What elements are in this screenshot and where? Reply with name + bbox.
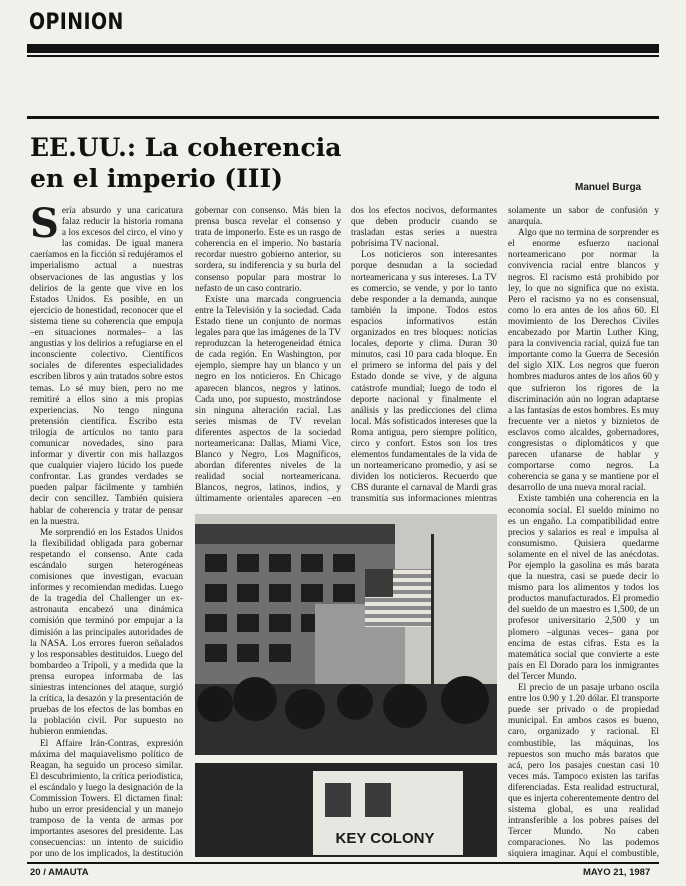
paragraph: El precio de un pasaje urbano oscila entre los 0.90 y 1.20 dólar. El transporte puede ser privado o de propiedad municipal. En ambos casos es bueno, caro, organizado y racional. El combustible, las máquinas, los repuestos son mucho más baratos que acá, pero los pasajes cuestan casi 10 veces más. Tampoco existen las tarifas diferenciadas. Esta realidad estructural, que es injerta coherentemente dentro del sistema global, es una realidad intransferible a los pobres países del Tercer Mundo. No caben comparaciones. No las podemos siquiera imaginar. Aquí el combustible, xyxy=(508,683,659,860)
header-rule-thick xyxy=(27,44,659,53)
photo-divider xyxy=(195,755,497,763)
section-header xyxy=(27,6,659,46)
paragraph: gobernar con consenso. Más bien la prensa busca revelar el consenso y trata de imponerlo. Este es un rasgo de coherencia en el imperio. No bastaría recordar nuestro gobierno anterior, su sordera, su indiferencia y su burla del consenso popular para mostrar lo nefasto de un caso contrario. xyxy=(195,206,341,294)
paragraph: ería absurdo y una caricatura falaz reducir la historia romana a los excesos del circo, el vino y las comidas. De igual manera caeríamos en la ficción si redujéramos el imperialismo actual a nuestras observaciones de las angustias y los delirios de la gente que vive en los Estados Unidos. Es posible, en un ejercicio de honestidad, reconocer que el sistema tiene su coherencia que empuja –en situaciones normales– a las angustias y los delirios a refugiarse en el inconsciente colectivo. Científicos sociales de diferentes especialidades escriben libros y aún tratados sobre estos temas. Lo sé muy bien, pero no me remitiré a ellos sino a mis propias experiencias. No tengo ninguna pretensión científica. Escribo esta trilogía de artículos no tanto para comunicar novedades, sino para informar y divertir con mis hallazgos que cualquier viajero lúcido los puede confrontar. Las grandes verdades se pueden palpar fácilmente y también decir con sencillez. También quisiera hablar de coherencia y tratar de pensar en la nuestra. xyxy=(30,206,183,527)
drop-cap: S xyxy=(30,206,59,247)
article-headline xyxy=(30,132,450,194)
paragraph: Existe también una coherencia en la economía social. El sueldo mínimo no es un engaño. La compatibilidad entre precios y salarios es real e impulsa al consumismo. Quisiera quedarme solamente en el nivel de las anécdotas. Por ejemplo la gasolina es más barata que la nuestra, casi se puede decir lo mismo para los alimentos y todos los productos manufacturados. El promedio del sueldo de un maestro es 1,500, de un profesor universitario 2,500 y un plomero –algunas veces– gana por encima de estas cifras. Esta es la matemática social que convierte a este país en El Dorado para los inmigrantes del Tercer Mundo. xyxy=(508,494,659,682)
footer-rule xyxy=(27,862,659,864)
article-column-3 xyxy=(351,206,497,506)
author-byline: Manuel Burga xyxy=(575,182,642,193)
footer-page-label: 20 / AMAUTA xyxy=(30,867,89,878)
photo-building-flag xyxy=(195,514,497,755)
article-column-2 xyxy=(195,206,341,506)
article-photo xyxy=(195,514,497,857)
paragraph: Algo que no termina de sorprender es el enorme esfuerzo nacional norteamericano por normar la convivencia racial entre blancos y negros. El racismo está prohibido por ley, lo que no significa que no exista. Pero el racismo ya no es consensual, como lo era antes de los años 60. El movimiento de los Derechos Civiles encabezado por Martin Luther King, para la convivencia racial, quizá fue tan importante como la Guerra de Secesión del siglo XIX. Los negros que fueron hombres maduros antes de los años 60 y que sufrieron los rigores de la discriminación aún no logran adaptarse a las fantasías de estos hombres. Es muy frecuente ver a nietos y biznietos de esclavos como alcaldes, gobernadores, congresistas o diplomáticos y que parecen ufanarse de hablar y comportarse como negros. La coherencia se gana y se mantiene por el desarrollo de una nueva moral racial. xyxy=(508,228,659,494)
paragraph: Me sorprendió en los Estados Unidos la flexibilidad obligada para gobernar respetando el consenso. Ante cada escándalo surgen heterogéneas comisiones que investigan, evacuan informes y recomiendan medidas. Luego de la tragedia del Challenger un ex-astronauta encabezó una dinámica comisión que terminó por empujar a la dimisión a las principales autoridades de la NASA. Los errores fueron señalados y los responsables destituidos. Luego del bombardeo a Trípoli, y a medida que la prensa europea informaba de las siniestras intenciones del ataque, surgió la crítica, la desazón y la presentación de pruebas de los efectos de las bombas en la población civil. Por supuesto no hubieron enmiendas. xyxy=(30,527,183,738)
sign-text: KEY COLONY xyxy=(335,830,435,847)
paragraph: El Affaire Irán-Contras, expresión máxima del maquiavelismo político de Reagan, ha seguido un proceso similar. El descubrimiento, la crítica periodística, el escándalo y luego la designación de la Commission Towers. El dictamen final: hubo un error presidencial y un manejo tramposo de la venta de armas por importantes asesores del presidente. Las consecuencias: un intento de suicidio por uno de los implicados, la destitución xyxy=(30,738,183,860)
section-title: OPINION xyxy=(29,10,124,35)
headline-line-1: EE.UU.: La coherencia xyxy=(30,133,342,162)
paragraph: solamente un sabor de confusión y anarquía. xyxy=(508,206,659,228)
footer-date: MAYO 21, 1987 xyxy=(583,867,651,878)
header-rule-thin xyxy=(27,55,659,57)
paragraph: dos los efectos nocivos, deformantes que deben producir cuando se trasladan estas series a nuestra pobrísima TV nacional. xyxy=(351,206,497,250)
headline-line-2: en el imperio (III) xyxy=(30,164,284,193)
article-column-4 xyxy=(508,206,659,861)
headline-top-rule xyxy=(27,116,659,119)
article-column-1 xyxy=(30,206,183,861)
paragraph: Los noticieros son interesantes porque desnudan a la sociedad norteamericana y sus intereses. La TV es comercio, se vende, y por lo tanto debe responder a la demanda, aunque también la impone. Todos estos espacios informativos están organizados en tres bloques: noticias locales, deporte y clima. Duran 30 minutos, casi 10 para cada bloque. En el primero se informa del país y del Estado donde se vive, y de alguna catástrofe mundial; luego de todo el deporte nacional y finalmente el análisis y las predicciones del clima local. Más sofisticados intereses que la Roma antigua, pero siempre político, circo y confort. Estos son los tres elementos fundamentales de la vida de un norteamericano promedio, y así se dividen los noticieros. Recuerdo que CBS durante el carnaval de Mardi gras transmitía sus informaciones mientras xyxy=(351,250,497,505)
photo-key-colony-sign xyxy=(195,763,497,857)
paragraph: Existe una marcada congruencia entre la Televisión y la sociedad. Cada Estado tiene un conjunto de normas legales para que las imágenes de la TV reproduzcan la heterogeneidad étnica de cada región. En Washington, por ejemplo, siempre hay un blanco y un negro en los noticieros. En Chicago aparecen blancos, negros y latinos. Cada uno, por supuesto, mostrándose sin ninguna alteración racial. Las series mismas de TV revelan diferentes aspectos de la sociedad norteamericana: Dallas, Miami Vice, Blanco y Negro, Los Magníficos, abordan diferentes niveles de la realidad social norteamericana. Blancos, negros, latinos, indios, y últimamente orientales aparecen –en xyxy=(195,294,341,505)
